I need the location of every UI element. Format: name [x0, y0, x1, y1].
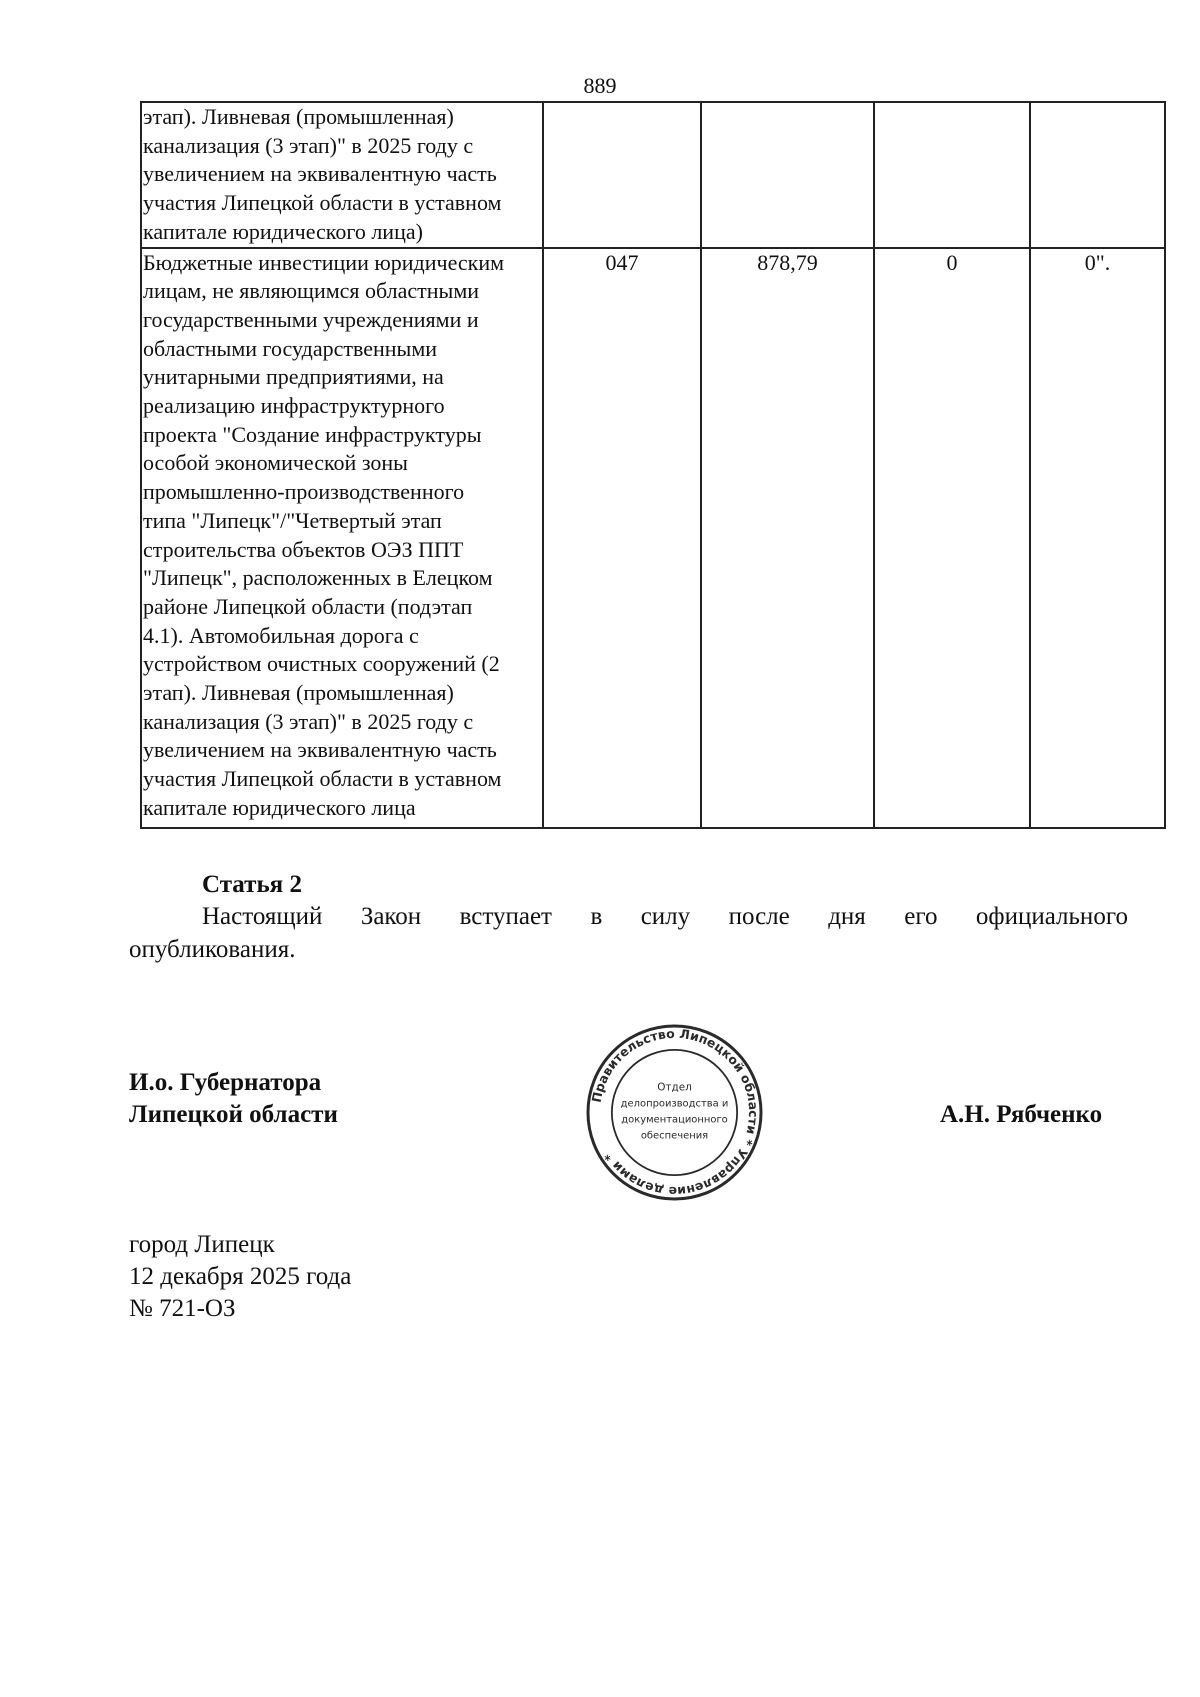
amount-cell: 878,79: [701, 248, 874, 828]
seal-inner-line: делопроизводства и: [620, 1098, 729, 1110]
seal-inner-line: Отдел: [657, 1081, 692, 1094]
table-row: [141, 102, 1165, 248]
value-cell: [1030, 102, 1165, 248]
signer-title: И.о. Губернатора Липецкой области: [129, 1069, 338, 1128]
page-number: 889: [583, 73, 617, 98]
row-description: Бюджетные инвестиции юридическим лицам, не являющимся областными государственными учреждениями и областными государственными унитарными предприятиями, на реализацию инфраструктурного проекта "Создание инфраструктуры особой экономической зоны промышленно-производственного типа "Липецк"/"Четвертый этап строительства объектов ОЭЗ ППТ "Липецк", расположенных в Елецком районе Липецкой области (подэтап 4.1). Автомобильная дорога с устройством очистных сооружений (2 этап). Ливневая (промышленная) канализация (3 этап)" в 2025 году с увеличением на эквивалентную часть участия Липецкой области в уставном капитале юридического лица: [141, 248, 543, 828]
document-footer: [129, 1229, 351, 1325]
signer-name: А.Н. Рябченко: [940, 1101, 1103, 1128]
article-line-2: опубликования.: [129, 936, 296, 963]
value-cell: [874, 102, 1030, 248]
article-text: [129, 900, 1128, 966]
city: город Липецк: [129, 1231, 275, 1258]
article-line-1: Настоящий Закон вступает в силу после дня его официального: [202, 903, 1128, 930]
seal-outer-text: Правительство Липецкой области * Управление делами *: [588, 1025, 762, 1200]
table-row: [141, 248, 1165, 828]
seal-inner-line: документационного: [621, 1114, 728, 1126]
budget-table: [140, 101, 1166, 829]
article-title: Статья 2: [202, 871, 302, 898]
amount-cell: [701, 102, 874, 248]
value-cell: 0: [874, 248, 1030, 828]
law-number: № 721-ОЗ: [129, 1295, 236, 1322]
date: 12 декабря 2025 года: [129, 1263, 352, 1290]
row-description: этап). Ливневая (промышленная) канализация (3 этап)" в 2025 году с увеличением на эквивалентную часть участия Липецкой области в уставном капитале юридического лица): [141, 102, 543, 248]
code-cell: 047: [543, 248, 701, 828]
value-cell: 0".: [1030, 248, 1165, 828]
seal-inner-line: обеспечения: [640, 1130, 709, 1142]
code-cell: [543, 102, 701, 248]
official-seal-stamp: [585, 1023, 764, 1202]
